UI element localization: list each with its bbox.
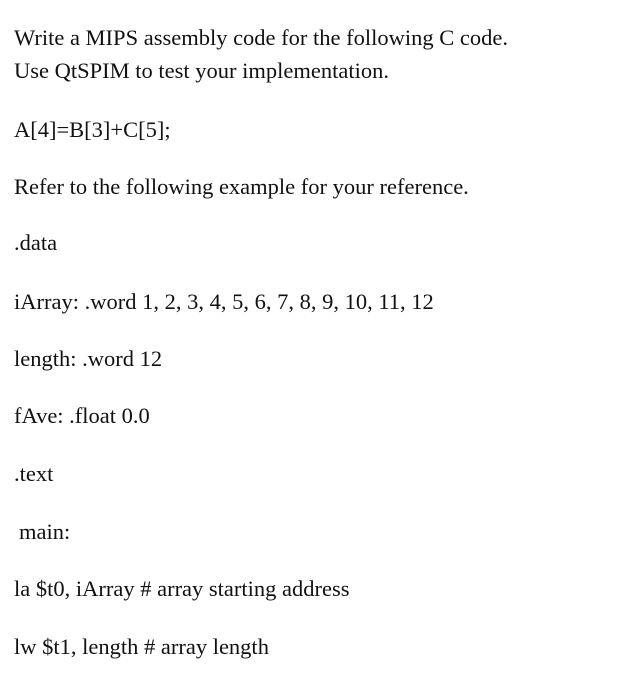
- lw-instruction: lw $t1, length # array length: [14, 634, 269, 659]
- intro-line-1: Write a MIPS assembly code for the following C code.: [14, 25, 508, 50]
- reference-note: Refer to the following example for your reference.: [14, 174, 469, 199]
- main-label: main:: [19, 519, 71, 544]
- length-declaration: length: .word 12: [14, 346, 163, 371]
- c-code-statement: A[4]=B[3]+C[5];: [14, 117, 171, 142]
- la-instruction: la $t0, iArray # array starting address: [14, 576, 350, 601]
- data-directive: .data: [14, 230, 58, 255]
- intro-line-2: Use QtSPIM to test your implementation.: [14, 58, 389, 83]
- iarray-declaration: iArray: .word 1, 2, 3, 4, 5, 6, 7, 8, 9, 10, 11, 12: [14, 289, 434, 314]
- text-directive: .text: [14, 461, 54, 486]
- fave-declaration: fAve: .float 0.0: [14, 403, 150, 428]
